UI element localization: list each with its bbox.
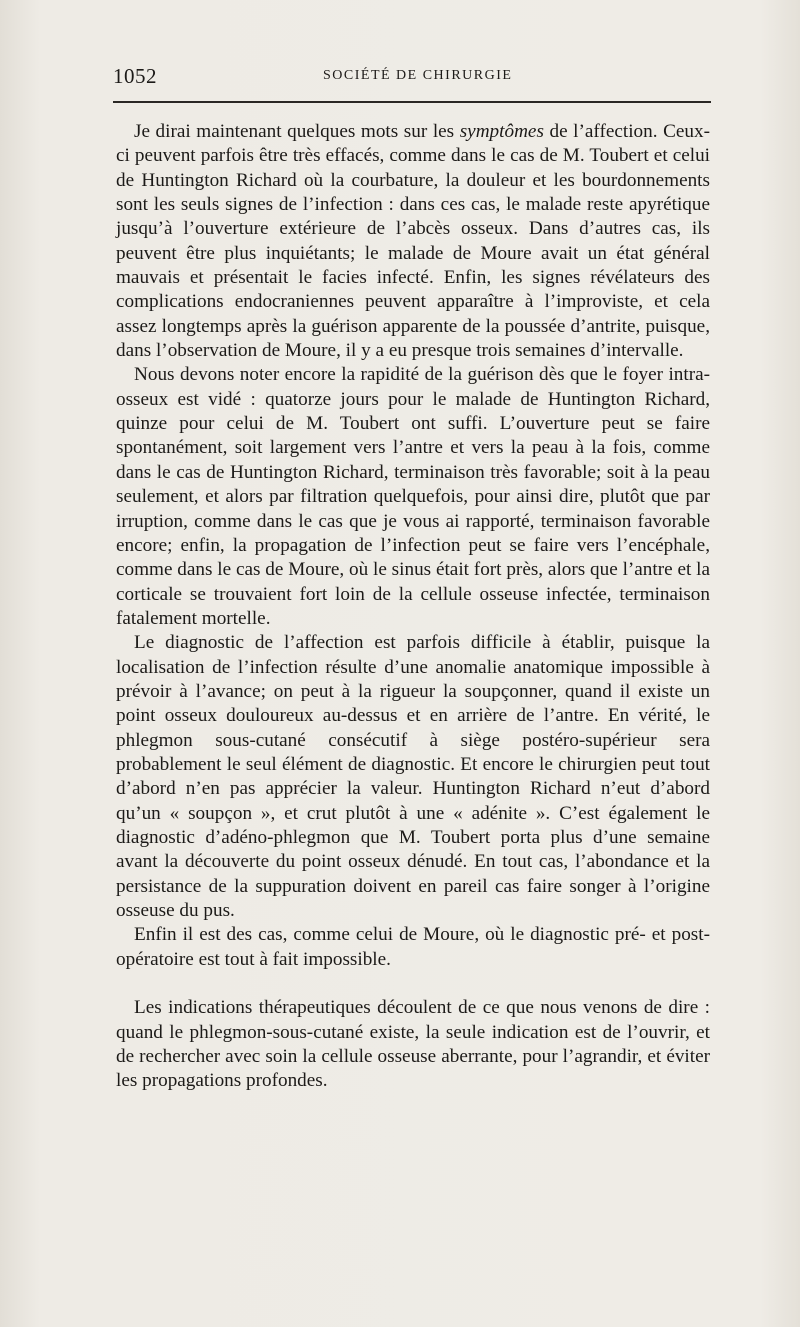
paragraph-impossible-diagnosis: Enfin il est des cas, comme celui de Moure, où le diagnostic pré- et post-opératoire est tout à fait impossible.: [116, 924, 710, 970]
body-text: [116, 120, 710, 1094]
paragraph-symptoms-after: de l’affection. Ceux-ci peuvent parfois être très effacés, comme dans le cas de M. Toubert et celui de Huntington Richard où la courbature, la douleur et les bourdonnements sont les seuls signes de l’infection : dans ces cas, le malade reste apyrétique jusqu’à l’ouverture extérieure de l’abcès osseux. Dans d’autres cas, ils peuvent être plus inquiétants; le malade de Moure avait un état général mauvais et présentait le facies infecté. Enfin, les signes révélateurs des complications endocraniennes peuvent apparaître à l’improviste, et cela assez longtemps après la guérison apparente de la poussée d’antrite, puisque, dans l’observation de Moure, il y a eu presque trois semaines d’intervalle.: [116, 121, 710, 362]
emphasis-symptomes: symptômes: [459, 121, 544, 142]
header-rule: [113, 101, 711, 103]
paragraph-healing: Nous devons noter encore la rapidité de la guérison dès que le foyer intra-osseux est vidé : quatorze jours pour le malade de Huntington Richard, quinze pour celui de M. Toubert ont suffi. L’ouverture peut se faire spontanément, soit largement vers l’antre et vers la peau à la fois, comme dans le cas de Huntington Richard, terminaison très favorable; soit à la peau seulement, et alors par filtration quelquefois, pour ainsi dire, plutôt que par irruption, comme dans le cas que je vous ai rapporté, terminaison favorable encore; enfin, la propagation de l’infection peut se faire vers l’encéphale, comme dans le cas de Moure, où le sinus était fort près, alors que l’antre et la corticale se trouvaient fort loin de la cellule osseuse infectée, terminaison fatalement mortelle.: [116, 364, 710, 629]
paragraph-symptoms-before: Je dirai maintenant quelques mots sur les: [134, 121, 460, 142]
paragraph-symptoms: [116, 120, 710, 363]
paragraph-diagnosis: Le diagnostic de l’affection est parfois difficile à établir, puisque la localisation de l’infection résulte d’une anomalie anatomique impossible à prévoir à l’avance; on peut à la rigueur la soupçonner, quand il existe un point osseux douloureux au-dessus et en arrière de l’antre. En vérité, le phlegmon sous-cutané consécutif à siège postéro-supérieur sera probablement le seul élément de diagnostic. Et encore le chirurgien peut tout d’abord n’en pas apprécier la valeur. Huntington Richard n’eut d’abord qu’un « soupçon », et crut plutôt à une « adénite ». C’est également le diagnostic d’adéno-phlegmon que M. Toubert porta plus d’une semaine avant la découverte du point osseux dénudé. En tout cas, l’abondance et la persistance de la suppuration doivent en pareil cas faire songer à l’origine osseuse du pus.: [116, 632, 710, 921]
paragraph-therapeutic-indications: Les indications thérapeutiques découlent de ce que nous venons de dire : quand le phlegmon-sous-cutané existe, la seule indication est de l’ouvrir, et de rechercher avec soin la cellule osseuse aberrante, pour l’agrandir, et éviter les propagations profondes.: [116, 997, 710, 1092]
running-title: SOCIÉTÉ DE CHIRURGIE: [323, 68, 513, 83]
page-header: [113, 62, 711, 92]
page-number: 1052: [113, 64, 157, 88]
